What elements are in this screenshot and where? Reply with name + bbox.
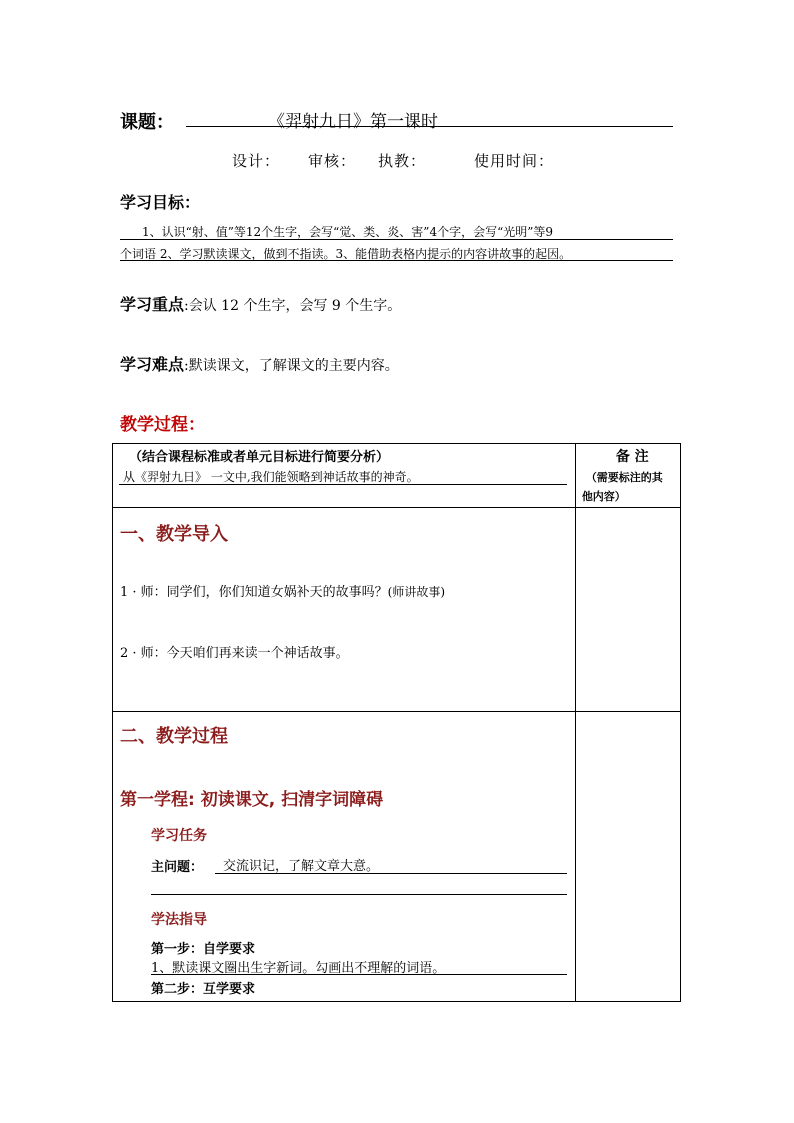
main-question-label: 主问题： xyxy=(151,860,204,875)
step1-text: 1、默读课文圈出生字新词。勾画出不理解的词语。 xyxy=(151,961,446,976)
analysis-header: （结合课程标准或者单元目标进行简要分析） xyxy=(129,450,390,465)
note-sub-1: （需要标注的其 xyxy=(585,471,663,484)
intro-cell xyxy=(113,508,576,712)
review-label: 审核： xyxy=(308,152,357,170)
lesson-title: 《羿射九日》第一课时 xyxy=(268,112,438,132)
difficulty-row xyxy=(120,352,399,375)
focus-heading: 学习重点 xyxy=(120,295,185,314)
step2-label: 第二步：互学要求 xyxy=(151,982,256,997)
difficulty-text: :默读课文，了解课文的主要内容。 xyxy=(184,358,399,374)
process-row xyxy=(113,712,681,1002)
design-label: 设计： xyxy=(232,152,281,170)
focus-text: :会认 12 个生字，会写 9 个生字。 xyxy=(184,298,402,314)
analysis-underline xyxy=(119,484,567,485)
lesson-table xyxy=(112,443,681,1002)
main-question-text: 交流识记，了解文章大意。 xyxy=(223,859,380,874)
teach-label: 执教： xyxy=(378,152,427,170)
process-section-heading: 二、教学过程 xyxy=(120,726,228,747)
intro-item-1-note: (师讲故事) xyxy=(387,585,446,599)
goals-rule-1 xyxy=(120,239,673,240)
intro-row xyxy=(113,508,681,712)
note-sub-2: 他内容） xyxy=(581,490,626,503)
title-label: 课题： xyxy=(120,112,174,133)
intro-item-1 xyxy=(120,581,445,600)
goals-line-2: 个词语 2、学习默读课文，做到不指读。3、能借助表格内提示的内容讲故事的起因。 xyxy=(120,247,572,261)
process-note-cell xyxy=(575,712,680,1002)
use-time-label: 使用时间： xyxy=(474,152,555,170)
process-heading: 教学过程： xyxy=(120,415,205,435)
goals-line-1: 1、认识“射、值”等12个生字，会写“觉、类、炎、害”4个字，会写“光明”等9 xyxy=(142,225,553,239)
goals-rule-2 xyxy=(120,260,673,261)
main-question-underline xyxy=(215,873,567,874)
intro-item-2: 2 · 师：今天咱们再来读一个神话故事。 xyxy=(120,646,349,661)
blank-answer-line xyxy=(151,894,567,895)
note-header-cell xyxy=(575,444,680,508)
analysis-text: 从《羿射九日》 一文中,我们能领略到神话故事的神奇。 xyxy=(123,470,419,484)
method-label: 学法指导 xyxy=(151,912,207,928)
stage1-heading: 第一学程: 初读课文, 扫清字词障碍 xyxy=(120,790,384,810)
intro-item-1-text: 1 · 师：同学们，你们知道女娲补天的故事吗？ xyxy=(120,585,388,600)
focus-row xyxy=(120,292,401,315)
intro-heading: 一、教学导入 xyxy=(120,524,228,545)
process-cell xyxy=(113,712,576,1002)
difficulty-heading: 学习难点 xyxy=(120,355,185,374)
goals-heading: 学习目标： xyxy=(120,193,201,212)
analysis-row xyxy=(113,444,681,508)
analysis-cell xyxy=(113,444,576,508)
note-header: 备 注 xyxy=(615,449,649,465)
step1-underline xyxy=(151,974,567,975)
step1-label: 第一步：自学要求 xyxy=(151,942,256,957)
intro-note-cell xyxy=(575,508,680,712)
task-label: 学习任务 xyxy=(151,828,207,844)
